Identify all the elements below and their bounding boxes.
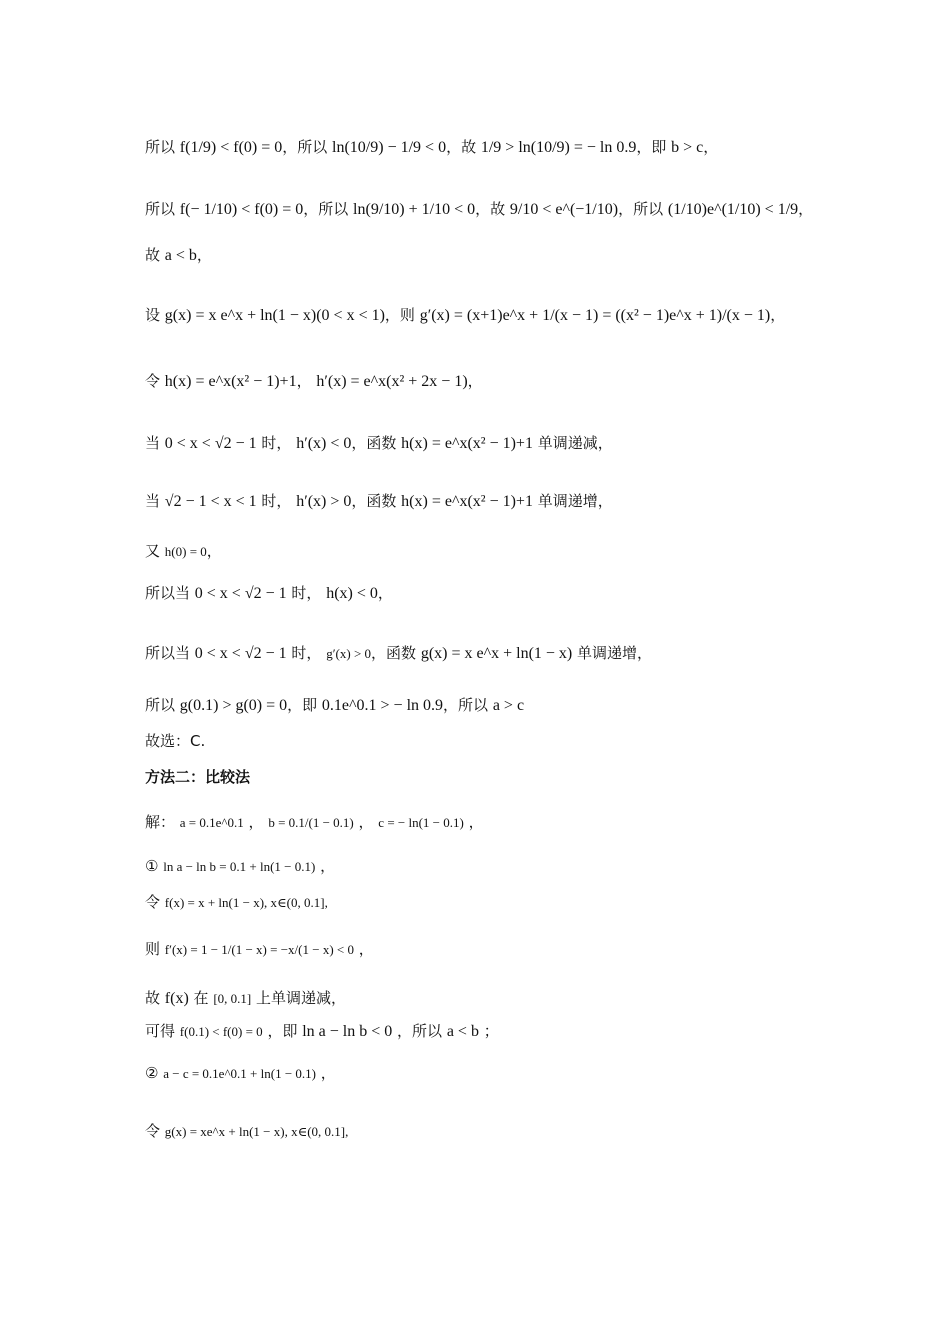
- formula: 0 < x < √2 − 1: [164, 435, 257, 452]
- text-segment: ，: [377, 584, 393, 602]
- text-segment: ②: [145, 1064, 164, 1082]
- text-segment: 所以当: [145, 584, 195, 602]
- line-17: [145, 942, 374, 957]
- formula: a = 0.1e^0.1: [179, 815, 244, 830]
- text-segment: ，即: [287, 696, 322, 714]
- line-21: [145, 1124, 348, 1139]
- text-segment: 所以: [145, 696, 180, 714]
- heading-text: 方法二：比较法: [145, 768, 251, 786]
- formula: h(x) = e^x(x² − 1)+1: [401, 493, 533, 510]
- text-segment: ，: [463, 813, 484, 831]
- text-segment: ；: [478, 1022, 499, 1040]
- text-segment: 令: [145, 893, 165, 911]
- text-segment: 单调递减，: [532, 434, 613, 452]
- line-20: [145, 1066, 336, 1081]
- formula: h(x) < 0: [326, 585, 378, 602]
- text-segment: ，: [798, 200, 814, 218]
- formula: g(0.1) > g(0) = 0: [179, 697, 288, 714]
- text-segment: ，: [206, 542, 222, 560]
- text-segment: ，: [703, 138, 719, 156]
- text-segment: 时，: [286, 644, 327, 662]
- text-segment: ，所以: [392, 1022, 447, 1040]
- line-11: [145, 698, 524, 714]
- text-segment: ，函数: [351, 492, 402, 510]
- line-4: [145, 308, 785, 324]
- formula: h′(x) = e^x(x² + 2x − 1): [316, 373, 468, 390]
- line-19: [145, 1024, 499, 1040]
- formula: a − c = 0.1e^0.1 + ln(1 − 0.1): [163, 1066, 316, 1081]
- formula: g′(x) = (x+1)e^x + 1/(x − 1) = ((x² − 1)e^x + 1)/(x − 1): [419, 307, 771, 324]
- formula: c = − ln(1 − 0.1): [378, 815, 464, 830]
- line-9: [145, 586, 393, 602]
- formula: a < b: [164, 247, 197, 264]
- text-segment: ，: [770, 306, 786, 324]
- formula: ln(9/10) + 1/10 < 0: [353, 201, 476, 218]
- formula: √2 − 1 < x < 1: [164, 493, 257, 510]
- text-segment: 令: [145, 1122, 165, 1140]
- formula: a > c: [492, 697, 525, 714]
- text-segment: ，: [196, 246, 212, 264]
- text-segment: 则: [145, 940, 165, 958]
- text-segment: ，所以: [443, 696, 493, 714]
- text-segment: 在: [188, 989, 214, 1007]
- line-5: [145, 374, 483, 390]
- formula: f′(x) = 1 − 1/(1 − x) = −x/(1 − x) < 0: [164, 942, 354, 957]
- formula: g(x) = x e^x + ln(1 − x): [420, 645, 573, 662]
- text-segment: ，: [315, 1064, 336, 1082]
- line-2: [145, 202, 813, 218]
- line-15: [145, 859, 335, 874]
- text-segment: 时，: [286, 584, 327, 602]
- text-segment: 所以: [145, 138, 180, 156]
- line-10: [145, 646, 652, 662]
- formula: h(x) = e^x(x² − 1)+1: [164, 373, 297, 390]
- text-segment: ，函数: [371, 644, 421, 662]
- text-segment: ，故: [446, 138, 481, 156]
- formula: 0 < x < √2 − 1: [194, 585, 287, 602]
- line-7: [145, 494, 613, 510]
- text-segment: 时，: [256, 434, 297, 452]
- text-segment: 解：: [145, 813, 180, 831]
- line-1: [145, 140, 718, 156]
- text-segment: ，即: [636, 138, 672, 156]
- formula: f(− 1/10) < f(0) = 0: [179, 201, 304, 218]
- text-segment: 所以当: [145, 644, 195, 662]
- text-segment: 上单调递减，: [251, 989, 347, 1007]
- text-segment: 故选：C.: [145, 732, 206, 750]
- text-segment: 故: [145, 246, 165, 264]
- line-3: [145, 248, 212, 264]
- formula: f(x) = x + ln(1 − x), x∈(0, 0.1],: [164, 895, 328, 910]
- line-8: [145, 544, 222, 559]
- text-segment: 当: [145, 492, 165, 510]
- formula: b = 0.1/(1 − 0.1): [268, 815, 354, 830]
- text-segment: 可得: [145, 1022, 180, 1040]
- text-segment: ，所以: [618, 200, 668, 218]
- text-segment: 设: [145, 306, 165, 324]
- formula: f(x): [164, 990, 189, 1007]
- formula: b > c: [671, 139, 704, 156]
- text-segment: ，即: [262, 1022, 303, 1040]
- line-14: [145, 815, 484, 830]
- formula: ln a − ln b < 0: [302, 1023, 393, 1040]
- formula: f(0.1) < f(0) = 0: [179, 1024, 263, 1039]
- line-18: [145, 991, 346, 1007]
- formula: h(x) = e^x(x² − 1)+1: [401, 435, 533, 452]
- formula: g(x) = x e^x + ln(1 − x)(0 < x < 1): [164, 307, 385, 324]
- formula: h(0) = 0: [164, 544, 207, 559]
- line-12: [145, 734, 205, 749]
- formula: 0 < x < √2 − 1: [194, 645, 287, 662]
- text-segment: ，: [353, 940, 374, 958]
- line-6: [145, 436, 613, 452]
- text-segment: 单调递增，: [532, 492, 613, 510]
- text-segment: 时，: [256, 492, 297, 510]
- text-segment: ，: [243, 813, 269, 831]
- formula: f(1/9) < f(0) = 0: [179, 139, 283, 156]
- text-segment: ，函数: [351, 434, 402, 452]
- text-segment: ，则: [384, 306, 420, 324]
- text-segment: ，: [467, 372, 483, 390]
- section-heading: [145, 770, 250, 785]
- formula: a < b: [446, 1023, 479, 1040]
- text-segment: 单调递增，: [572, 644, 653, 662]
- text-segment: ，故: [475, 200, 510, 218]
- formula: 1/9 > ln(10/9) = − ln 0.9: [480, 139, 637, 156]
- text-segment: 当: [145, 434, 165, 452]
- formula: 0.1e^0.1 > − ln 0.9: [321, 697, 444, 714]
- text-segment: ，: [296, 372, 317, 390]
- text-segment: 令: [145, 372, 165, 390]
- text-segment: ，: [353, 813, 379, 831]
- formula: [0, 0.1]: [213, 991, 252, 1006]
- formula: (1/10)e^(1/10) < 1/9: [667, 201, 799, 218]
- text-segment: 又: [145, 542, 165, 560]
- formula: g(x) = xe^x + ln(1 − x), x∈(0, 0.1],: [164, 1124, 349, 1139]
- text-segment: ，: [315, 857, 336, 875]
- formula: g′(x) > 0: [326, 646, 372, 661]
- text-segment: 所以: [145, 200, 180, 218]
- formula: h′(x) > 0: [296, 493, 352, 510]
- line-16: [145, 895, 328, 910]
- formula: ln a − ln b = 0.1 + ln(1 − 0.1): [163, 859, 316, 874]
- text-segment: 故: [145, 989, 165, 1007]
- text-segment: ①: [145, 857, 164, 875]
- formula: h′(x) < 0: [296, 435, 352, 452]
- text-segment: ，所以: [282, 138, 333, 156]
- formula: 9/10 < e^(−1/10): [509, 201, 619, 218]
- formula: ln(10/9) − 1/9 < 0: [332, 139, 447, 156]
- text-segment: ，所以: [303, 200, 354, 218]
